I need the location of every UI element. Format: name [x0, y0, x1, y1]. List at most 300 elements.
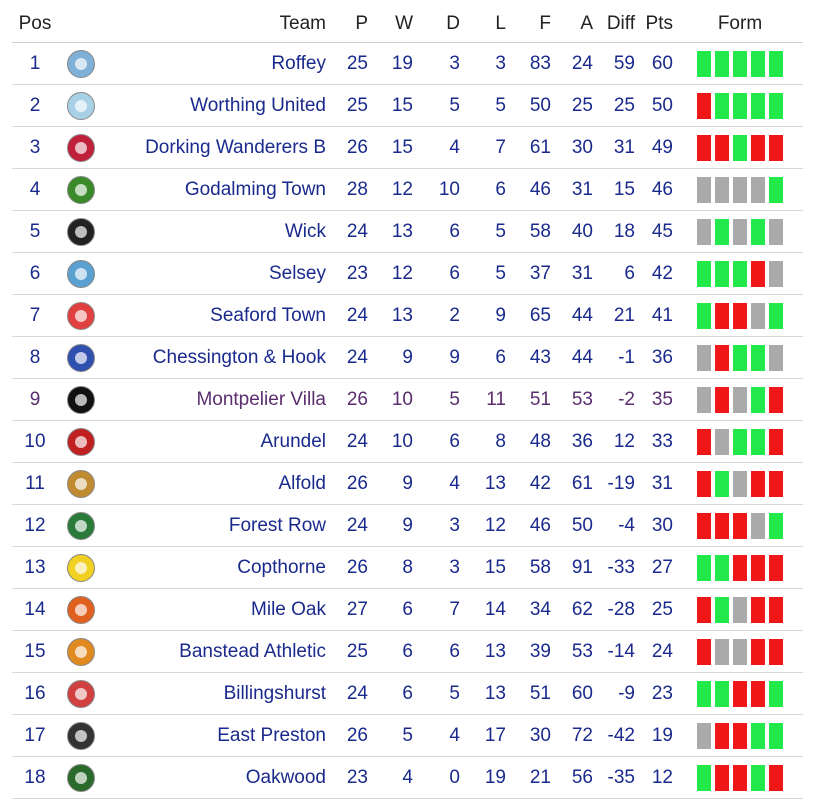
table-row [12, 715, 803, 757]
form-draw-marker [697, 345, 711, 371]
won-cell: 9 [372, 337, 417, 379]
form-cell [677, 169, 803, 211]
form-loss-marker [697, 597, 711, 623]
lost-cell: 15 [464, 547, 510, 589]
form-cell [677, 673, 803, 715]
form-win-marker [769, 681, 783, 707]
form-cell [677, 715, 803, 757]
team-name-link[interactable] [104, 253, 330, 295]
club-crest-icon [67, 386, 95, 414]
goals-for-cell: 50 [510, 85, 555, 127]
team-link[interactable]: Seaford Town [210, 304, 326, 326]
team-link[interactable]: Oakwood [245, 766, 326, 788]
form-loss-marker [769, 387, 783, 413]
form-draw-marker [715, 429, 729, 455]
lost-cell: 19 [464, 757, 510, 799]
form-win-marker [715, 597, 729, 623]
goals-against-cell: 24 [555, 43, 597, 85]
table-row [12, 547, 803, 589]
form-draw-marker [733, 597, 747, 623]
form-cell [677, 337, 803, 379]
form-loss-marker [733, 723, 747, 749]
lost-cell: 11 [464, 379, 510, 421]
team-link[interactable]: Mile Oak [251, 598, 326, 620]
table-row [12, 127, 803, 169]
points-cell: 45 [639, 211, 677, 253]
lost-cell: 13 [464, 673, 510, 715]
goal-diff-cell: -2 [597, 379, 639, 421]
goal-diff-cell: -35 [597, 757, 639, 799]
club-logo [58, 463, 104, 505]
header-form: Form [677, 6, 803, 43]
played-cell: 25 [330, 631, 372, 673]
table-row [12, 757, 803, 799]
team-link[interactable]: Dorking Wanderers B [145, 136, 326, 158]
form-win-marker [697, 555, 711, 581]
form-loss-marker [769, 471, 783, 497]
played-cell: 26 [330, 127, 372, 169]
team-name-link[interactable] [104, 295, 330, 337]
club-crest-icon [67, 428, 95, 456]
goals-for-cell: 83 [510, 43, 555, 85]
team-link[interactable]: Selsey [268, 262, 326, 284]
drawn-cell: 3 [417, 43, 464, 85]
table-row [12, 421, 803, 463]
form-guide [697, 681, 783, 707]
form-loss-marker [715, 135, 729, 161]
won-cell: 15 [372, 127, 417, 169]
goals-against-cell: 31 [555, 169, 597, 211]
form-loss-marker [769, 555, 783, 581]
form-loss-marker [769, 639, 783, 665]
team-name-link[interactable] [104, 757, 330, 799]
team-name-link[interactable] [104, 421, 330, 463]
club-logo [58, 547, 104, 589]
form-cell [677, 589, 803, 631]
form-loss-marker [715, 303, 729, 329]
goals-against-cell: 44 [555, 337, 597, 379]
team-link[interactable]: Roffey [271, 52, 326, 74]
table-row [12, 631, 803, 673]
position-cell: 18 [12, 757, 58, 799]
table-row [12, 211, 803, 253]
club-logo [58, 295, 104, 337]
lost-cell: 6 [464, 169, 510, 211]
form-win-marker [751, 93, 765, 119]
form-loss-marker [733, 681, 747, 707]
team-name-link[interactable] [104, 169, 330, 211]
goals-for-cell: 39 [510, 631, 555, 673]
team-link[interactable]: East Preston [217, 724, 326, 746]
form-cell [677, 547, 803, 589]
goals-for-cell: 37 [510, 253, 555, 295]
form-guide [697, 177, 783, 203]
drawn-cell: 7 [417, 589, 464, 631]
form-win-marker [769, 303, 783, 329]
goals-for-cell: 34 [510, 589, 555, 631]
club-crest-icon [67, 92, 95, 120]
played-cell: 25 [330, 43, 372, 85]
points-cell: 46 [639, 169, 677, 211]
table-row [12, 85, 803, 127]
points-cell: 30 [639, 505, 677, 547]
points-cell: 33 [639, 421, 677, 463]
form-win-marker [769, 177, 783, 203]
club-crest-icon [67, 554, 95, 582]
goals-against-cell: 91 [555, 547, 597, 589]
club-logo [58, 211, 104, 253]
form-guide [697, 261, 783, 287]
form-cell [677, 127, 803, 169]
goals-for-cell: 51 [510, 379, 555, 421]
lost-cell: 7 [464, 127, 510, 169]
form-cell [677, 463, 803, 505]
drawn-cell: 6 [417, 421, 464, 463]
drawn-cell: 10 [417, 169, 464, 211]
played-cell: 24 [330, 421, 372, 463]
goals-for-cell: 46 [510, 505, 555, 547]
lost-cell: 14 [464, 589, 510, 631]
form-loss-marker [751, 681, 765, 707]
form-cell [677, 295, 803, 337]
position-cell: 8 [12, 337, 58, 379]
points-cell: 24 [639, 631, 677, 673]
team-link[interactable]: Worthing United [190, 94, 326, 116]
points-cell: 41 [639, 295, 677, 337]
team-name-link[interactable] [104, 337, 330, 379]
form-draw-marker [733, 177, 747, 203]
lost-cell: 12 [464, 505, 510, 547]
team-link[interactable]: Montpelier Villa [196, 388, 326, 410]
played-cell: 27 [330, 589, 372, 631]
played-cell: 26 [330, 547, 372, 589]
drawn-cell: 4 [417, 715, 464, 757]
form-cell [677, 757, 803, 799]
played-cell: 23 [330, 757, 372, 799]
table-row [12, 253, 803, 295]
drawn-cell: 6 [417, 253, 464, 295]
drawn-cell: 3 [417, 547, 464, 589]
goals-against-cell: 62 [555, 589, 597, 631]
club-logo [58, 505, 104, 547]
form-loss-marker [751, 261, 765, 287]
goal-diff-cell: 12 [597, 421, 639, 463]
table-row [12, 43, 803, 85]
club-logo [58, 43, 104, 85]
form-cell [677, 85, 803, 127]
form-guide [697, 345, 783, 371]
drawn-cell: 9 [417, 337, 464, 379]
won-cell: 13 [372, 295, 417, 337]
points-cell: 60 [639, 43, 677, 85]
form-guide [697, 51, 783, 77]
goal-diff-cell: -28 [597, 589, 639, 631]
played-cell: 28 [330, 169, 372, 211]
points-cell: 19 [639, 715, 677, 757]
form-guide [697, 765, 783, 791]
form-loss-marker [769, 429, 783, 455]
form-win-marker [751, 219, 765, 245]
form-guide [697, 639, 783, 665]
form-win-marker [769, 93, 783, 119]
form-draw-marker [715, 639, 729, 665]
club-logo [58, 127, 104, 169]
played-cell: 24 [330, 211, 372, 253]
form-draw-marker [697, 723, 711, 749]
form-draw-marker [697, 177, 711, 203]
form-loss-marker [697, 429, 711, 455]
position-cell: 4 [12, 169, 58, 211]
form-win-marker [751, 387, 765, 413]
team-link[interactable]: Godalming Town [184, 178, 326, 200]
form-win-marker [733, 345, 747, 371]
club-logo [58, 631, 104, 673]
goal-diff-cell: -9 [597, 673, 639, 715]
form-cell [677, 211, 803, 253]
form-draw-marker [715, 177, 729, 203]
header-drawn[interactable]: D [417, 6, 464, 43]
drawn-cell: 3 [417, 505, 464, 547]
goal-diff-cell: -33 [597, 547, 639, 589]
goals-against-cell: 31 [555, 253, 597, 295]
form-win-marker [769, 513, 783, 539]
goal-diff-cell: -4 [597, 505, 639, 547]
points-cell: 50 [639, 85, 677, 127]
won-cell: 6 [372, 589, 417, 631]
form-win-marker [697, 51, 711, 77]
club-crest-icon [67, 218, 95, 246]
played-cell: 25 [330, 85, 372, 127]
lost-cell: 6 [464, 337, 510, 379]
goals-for-cell: 42 [510, 463, 555, 505]
form-draw-marker [697, 219, 711, 245]
form-win-marker [697, 681, 711, 707]
goals-for-cell: 58 [510, 547, 555, 589]
team-name-link[interactable] [104, 547, 330, 589]
played-cell: 24 [330, 673, 372, 715]
team-name-link[interactable] [104, 631, 330, 673]
goals-against-cell: 56 [555, 757, 597, 799]
club-logo [58, 379, 104, 421]
drawn-cell: 5 [417, 673, 464, 715]
goal-diff-cell: 6 [597, 253, 639, 295]
position-cell: 16 [12, 673, 58, 715]
form-win-marker [697, 765, 711, 791]
club-crest-icon [67, 344, 95, 372]
form-win-marker [751, 429, 765, 455]
won-cell: 6 [372, 673, 417, 715]
header-lost[interactable]: L [464, 6, 510, 43]
form-cell [677, 505, 803, 547]
form-guide [697, 303, 783, 329]
header-points[interactable]: Pts [639, 6, 677, 43]
goals-for-cell: 48 [510, 421, 555, 463]
club-crest-icon [67, 596, 95, 624]
header-goals-against[interactable]: A [555, 6, 597, 43]
form-loss-marker [733, 555, 747, 581]
goals-against-cell: 25 [555, 85, 597, 127]
goals-against-cell: 40 [555, 211, 597, 253]
header-pos[interactable]: Pos [12, 6, 58, 43]
form-win-marker [715, 261, 729, 287]
club-logo [58, 253, 104, 295]
team-link[interactable]: Arundel [260, 430, 326, 452]
lost-cell: 5 [464, 253, 510, 295]
position-cell: 11 [12, 463, 58, 505]
won-cell: 12 [372, 169, 417, 211]
played-cell: 24 [330, 505, 372, 547]
club-logo [58, 715, 104, 757]
form-win-marker [769, 51, 783, 77]
team-name-link[interactable] [104, 211, 330, 253]
form-win-marker [715, 93, 729, 119]
form-loss-marker [715, 765, 729, 791]
header-row [12, 6, 803, 43]
position-cell: 3 [12, 127, 58, 169]
club-crest-icon [67, 302, 95, 330]
team-name-link[interactable] [104, 505, 330, 547]
position-cell: 9 [12, 379, 58, 421]
team-link[interactable]: Chessington & Hook [152, 346, 326, 368]
position-cell: 15 [12, 631, 58, 673]
header-goal-diff[interactable]: Diff [597, 6, 639, 43]
form-loss-marker [697, 135, 711, 161]
team-name-link[interactable] [104, 589, 330, 631]
form-loss-marker [715, 387, 729, 413]
form-loss-marker [697, 471, 711, 497]
position-cell: 13 [12, 547, 58, 589]
club-crest-icon [67, 470, 95, 498]
team-link[interactable]: Forest Row [228, 514, 326, 536]
club-logo [58, 85, 104, 127]
form-guide [697, 471, 783, 497]
form-win-marker [697, 303, 711, 329]
team-name-link[interactable] [104, 85, 330, 127]
form-win-marker [715, 51, 729, 77]
club-logo [58, 757, 104, 799]
played-cell: 26 [330, 715, 372, 757]
team-name-link[interactable] [104, 715, 330, 757]
form-loss-marker [733, 303, 747, 329]
form-loss-marker [769, 765, 783, 791]
lost-cell: 8 [464, 421, 510, 463]
table-row [12, 337, 803, 379]
club-crest-icon [67, 638, 95, 666]
team-name-link[interactable] [104, 379, 330, 421]
position-cell: 7 [12, 295, 58, 337]
goals-against-cell: 30 [555, 127, 597, 169]
form-loss-marker [751, 639, 765, 665]
goals-against-cell: 36 [555, 421, 597, 463]
header-team[interactable]: Team [104, 6, 330, 43]
won-cell: 9 [372, 505, 417, 547]
header-played[interactable]: P [330, 6, 372, 43]
form-guide [697, 219, 783, 245]
team-link[interactable]: Alfold [278, 472, 326, 494]
goals-against-cell: 53 [555, 379, 597, 421]
club-crest-icon [67, 134, 95, 162]
points-cell: 31 [639, 463, 677, 505]
team-link[interactable]: Billingshurst [223, 682, 326, 704]
form-draw-marker [751, 177, 765, 203]
won-cell: 8 [372, 547, 417, 589]
header-won[interactable]: W [372, 6, 417, 43]
team-name-link[interactable] [104, 43, 330, 85]
form-loss-marker [697, 639, 711, 665]
position-cell: 2 [12, 85, 58, 127]
goals-for-cell: 30 [510, 715, 555, 757]
lost-cell: 5 [464, 85, 510, 127]
team-name-link[interactable] [104, 127, 330, 169]
lost-cell: 13 [464, 463, 510, 505]
header-goals-for[interactable]: F [510, 6, 555, 43]
played-cell: 24 [330, 295, 372, 337]
form-cell [677, 421, 803, 463]
form-loss-marker [697, 93, 711, 119]
form-guide [697, 723, 783, 749]
table-row [12, 295, 803, 337]
goals-against-cell: 53 [555, 631, 597, 673]
form-win-marker [715, 555, 729, 581]
position-cell: 14 [12, 589, 58, 631]
team-link[interactable]: Banstead Athletic [179, 640, 326, 662]
won-cell: 5 [372, 715, 417, 757]
points-cell: 42 [639, 253, 677, 295]
goal-diff-cell: -42 [597, 715, 639, 757]
form-win-marker [751, 51, 765, 77]
form-win-marker [751, 345, 765, 371]
won-cell: 15 [372, 85, 417, 127]
team-name-link[interactable] [104, 673, 330, 715]
goal-diff-cell: 59 [597, 43, 639, 85]
won-cell: 12 [372, 253, 417, 295]
form-guide [697, 597, 783, 623]
table-row [12, 589, 803, 631]
team-link[interactable]: Copthorne [237, 556, 326, 578]
team-name-link[interactable] [104, 463, 330, 505]
form-win-marker [733, 135, 747, 161]
table-row [12, 169, 803, 211]
goals-against-cell: 50 [555, 505, 597, 547]
form-cell [677, 253, 803, 295]
played-cell: 23 [330, 253, 372, 295]
lost-cell: 5 [464, 211, 510, 253]
played-cell: 26 [330, 463, 372, 505]
goal-diff-cell: 31 [597, 127, 639, 169]
form-guide [697, 135, 783, 161]
form-draw-marker [733, 387, 747, 413]
lost-cell: 13 [464, 631, 510, 673]
form-loss-marker [697, 513, 711, 539]
won-cell: 4 [372, 757, 417, 799]
drawn-cell: 5 [417, 85, 464, 127]
points-cell: 35 [639, 379, 677, 421]
form-loss-marker [733, 765, 747, 791]
form-draw-marker [751, 303, 765, 329]
team-link[interactable]: Wick [284, 220, 326, 242]
club-logo [58, 421, 104, 463]
form-draw-marker [697, 387, 711, 413]
position-cell: 1 [12, 43, 58, 85]
form-loss-marker [751, 471, 765, 497]
form-cell [677, 631, 803, 673]
form-guide [697, 555, 783, 581]
points-cell: 23 [639, 673, 677, 715]
form-draw-marker [733, 471, 747, 497]
goals-for-cell: 46 [510, 169, 555, 211]
form-win-marker [751, 765, 765, 791]
header-logo [58, 6, 104, 43]
